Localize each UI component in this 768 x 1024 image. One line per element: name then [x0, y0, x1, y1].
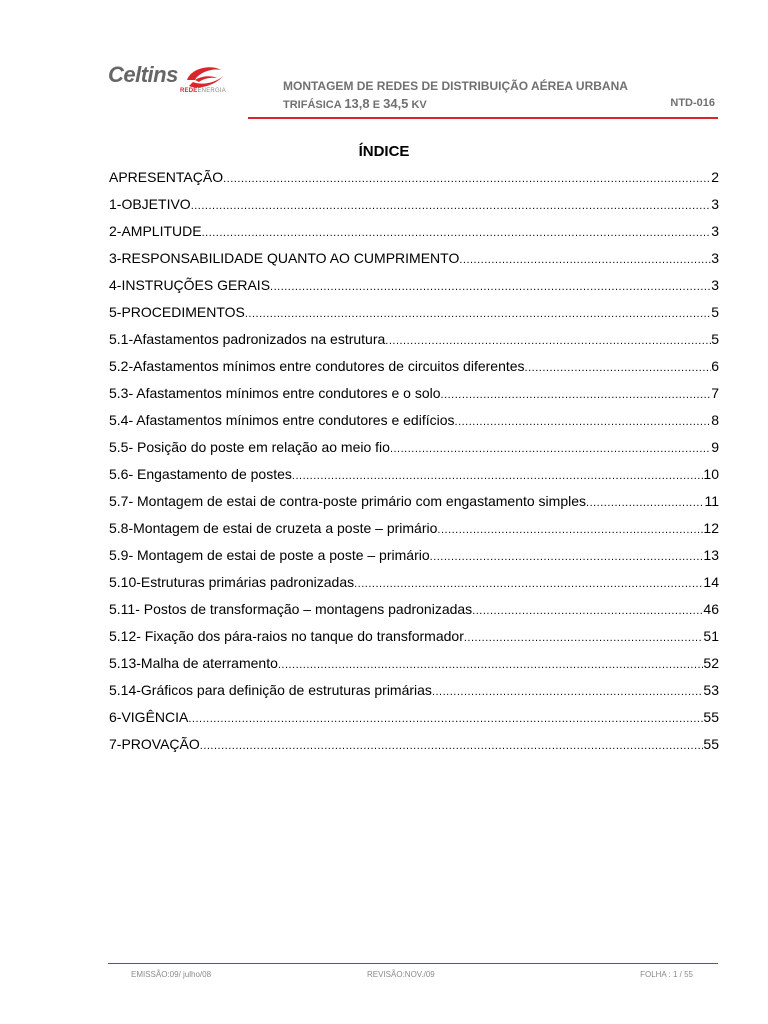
toc-entry[interactable]	[109, 709, 719, 736]
toc-entry[interactable]	[109, 385, 719, 412]
toc-entry-page: 2	[711, 169, 719, 185]
table-of-contents	[109, 169, 719, 763]
toc-dot-leader	[188, 713, 703, 725]
toc-entry-page: 6	[711, 358, 719, 374]
toc-entry[interactable]	[109, 250, 719, 277]
toc-entry[interactable]	[109, 655, 719, 682]
footer-page-number: FOLHA : 1 / 55	[640, 970, 693, 979]
toc-entry-label: 5.13-Malha de aterramento	[109, 655, 278, 671]
toc-entry-label: 6-VIGÊNCIA	[109, 709, 189, 725]
toc-entry-label: 5.4- Afastamentos mínimos entre condutores e edifícios	[109, 412, 455, 428]
toc-dot-leader	[390, 443, 711, 455]
toc-dot-leader	[354, 578, 703, 590]
toc-entry-label: 5.10-Estruturas primárias padronizadas	[109, 574, 355, 590]
toc-entry[interactable]	[109, 331, 719, 358]
toc-entry[interactable]	[109, 682, 719, 709]
toc-dot-leader	[459, 254, 711, 266]
toc-entry-page: 51	[703, 628, 719, 644]
logo-wordmark: Celtins	[108, 62, 178, 87]
toc-dot-leader	[191, 200, 712, 212]
toc-entry[interactable]	[109, 439, 719, 466]
toc-entry-label: 5.5- Posição do poste em relação ao meio fio	[109, 439, 390, 455]
celtins-swoosh-icon	[181, 64, 227, 90]
toc-dot-leader	[223, 173, 711, 185]
toc-entry-page: 55	[703, 709, 719, 725]
toc-entry[interactable]	[109, 547, 719, 574]
header-divider	[248, 117, 718, 119]
toc-entry-page: 8	[711, 412, 719, 428]
index-title: ÍNDICE	[358, 143, 410, 160]
toc-dot-leader	[200, 740, 704, 752]
toc-entry-label: 7-PROVAÇÃO	[109, 736, 200, 752]
document-title: MONTAGEM DE REDES DE DISTRIBUIÇÃO AÉREA URBANA	[283, 79, 628, 93]
toc-entry-page: 9	[711, 439, 719, 455]
footer-revision: REVISÃO:NOV./09	[367, 970, 435, 979]
toc-entry-page: 11	[704, 493, 719, 509]
footer-divider	[108, 963, 718, 964]
toc-entry-page: 3	[711, 277, 719, 293]
voltage-unit: KV	[411, 99, 427, 111]
toc-entry-label: 5-PROCEDIMENTOS	[109, 304, 245, 320]
toc-entry-page: 5	[711, 304, 719, 320]
toc-dot-leader	[292, 470, 704, 482]
toc-entry[interactable]	[109, 169, 719, 196]
toc-dot-leader	[430, 551, 704, 563]
logo-sub-light: ENERGIA	[197, 88, 226, 94]
toc-dot-leader	[278, 659, 704, 671]
toc-entry-page: 52	[703, 655, 719, 671]
toc-dot-leader	[525, 362, 712, 374]
toc-dot-leader	[202, 227, 712, 239]
toc-entry-label: 4-INSTRUÇÕES GERAIS	[109, 277, 271, 293]
toc-entry[interactable]	[109, 628, 719, 655]
celtins-logo	[108, 62, 228, 102]
toc-entry[interactable]	[109, 196, 719, 223]
toc-dot-leader	[586, 497, 704, 509]
toc-entry-label: 5.3- Afastamentos mínimos entre condutores e o solo	[109, 385, 441, 401]
toc-entry-label: 5.1-Afastamentos padronizados na estrutura	[109, 331, 386, 347]
toc-entry-page: 46	[703, 601, 719, 617]
toc-entry[interactable]	[109, 520, 719, 547]
logo-subtitle	[180, 88, 226, 94]
toc-entry[interactable]	[109, 574, 719, 601]
document-subtitle	[283, 96, 427, 111]
toc-entry-label: 5.6- Engastamento de postes	[109, 466, 292, 482]
toc-entry-page: 53	[703, 682, 719, 698]
toc-entry[interactable]	[109, 736, 719, 763]
toc-entry-page: 10	[703, 466, 719, 482]
document-code: NTD-016	[670, 97, 715, 109]
toc-entry-page: 3	[711, 196, 719, 212]
toc-dot-leader	[441, 389, 712, 401]
toc-entry[interactable]	[109, 277, 719, 304]
toc-dot-leader	[472, 605, 703, 617]
toc-entry-label: 5.8-Montagem de estai de cruzeta a poste – primário	[109, 520, 438, 536]
footer-emission-date: EMISSÃO:09/ julho/08	[131, 970, 212, 979]
toc-entry-label: 5.9- Montagem de estai de poste a poste – primário	[109, 547, 430, 563]
toc-entry-label: 1-OBJETIVO	[109, 196, 191, 212]
toc-dot-leader	[245, 308, 711, 320]
toc-entry-page: 13	[703, 547, 719, 563]
toc-dot-leader	[432, 686, 703, 698]
toc-entry-label: 3-RESPONSABILIDADE QUANTO AO CUMPRIMENTO	[109, 250, 460, 266]
toc-entry[interactable]	[109, 601, 719, 628]
toc-entry-label: 5.11- Postos de transformação – montagens padronizadas	[109, 601, 473, 617]
toc-entry-label: 2-AMPLITUDE	[109, 223, 202, 239]
toc-entry[interactable]	[109, 223, 719, 250]
toc-dot-leader	[455, 416, 712, 428]
toc-entry[interactable]	[109, 466, 719, 493]
toc-entry[interactable]	[109, 358, 719, 385]
toc-dot-leader	[437, 524, 703, 536]
toc-entry-label: 5.2-Afastamentos mínimos entre condutores de circuitos diferentes	[109, 358, 525, 374]
subtitle-and: E	[372, 99, 381, 111]
toc-entry-label: 5.7- Montagem de estai de contra-poste primário com engastamento simples	[109, 493, 587, 509]
toc-entry-page: 5	[711, 331, 719, 347]
toc-entry-page: 55	[703, 736, 719, 752]
toc-entry-label: 5.12- Fixação dos pára-raios no tanque do transformador	[109, 628, 464, 644]
voltage-2: 34,5	[383, 96, 409, 111]
toc-entry[interactable]	[109, 304, 719, 331]
toc-entry-label: 5.14-Gráficos para definição de estruturas primárias	[109, 682, 432, 698]
toc-entry-page: 7	[711, 385, 719, 401]
toc-dot-leader	[464, 632, 704, 644]
toc-entry[interactable]	[109, 493, 719, 520]
toc-dot-leader	[385, 335, 711, 347]
toc-entry-page: 3	[711, 223, 719, 239]
toc-dot-leader	[270, 281, 711, 293]
toc-entry-label: APRESENTAÇÃO	[109, 169, 224, 185]
subtitle-prefix: TRIFÁSICA	[283, 99, 342, 111]
toc-entry-page: 14	[703, 574, 719, 590]
voltage-1: 13,8	[344, 96, 370, 111]
logo-sub-strong: REDE	[180, 88, 198, 94]
toc-entry-page: 12	[703, 520, 719, 536]
toc-entry-page: 3	[711, 250, 719, 266]
toc-entry[interactable]	[109, 412, 719, 439]
